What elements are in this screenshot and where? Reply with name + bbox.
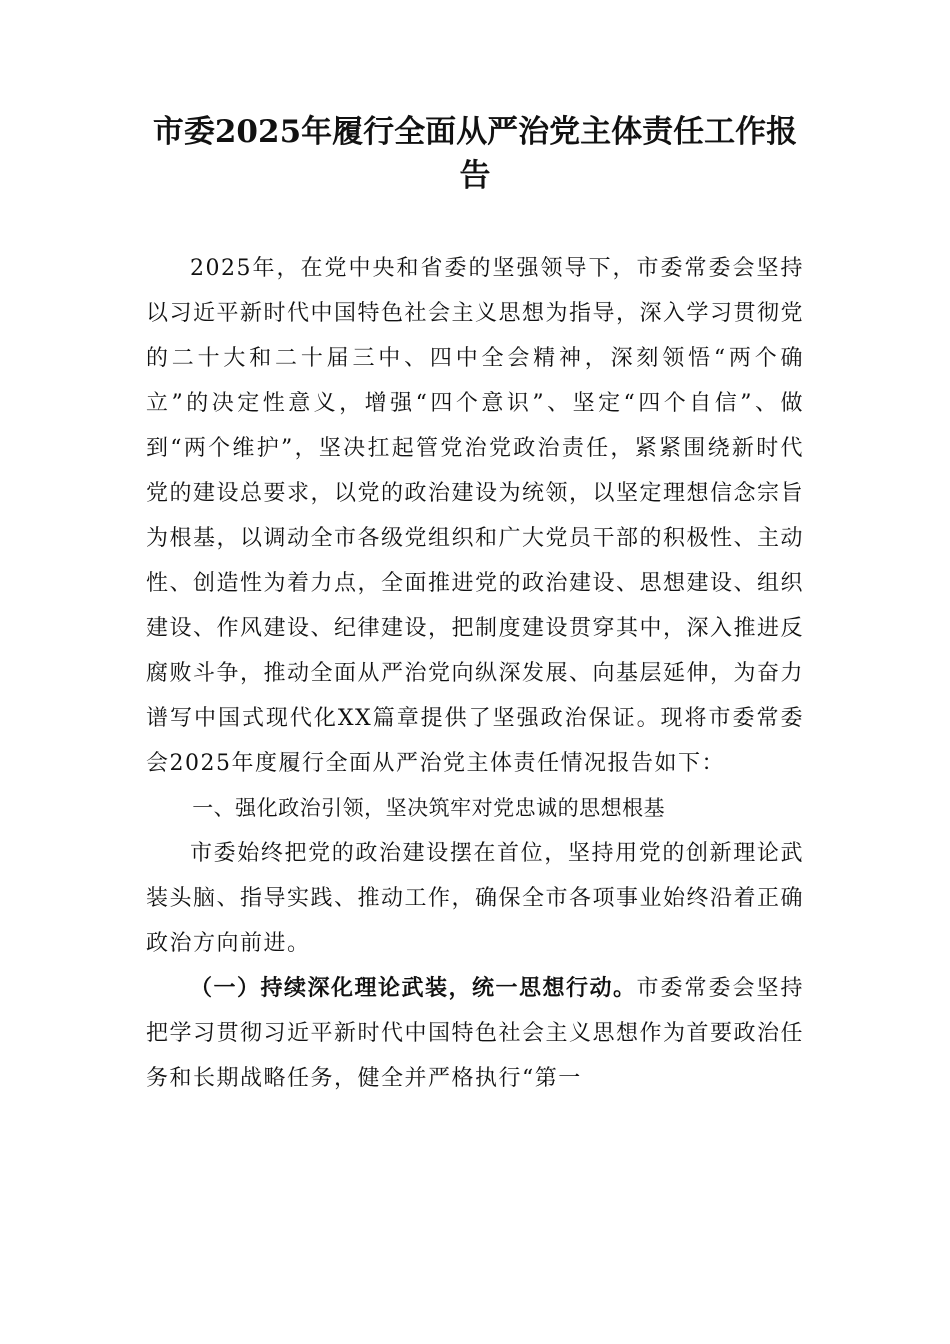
document-body bbox=[146, 246, 804, 1101]
subsection-paragraph bbox=[146, 966, 804, 1101]
subsection-text: 市委常委会坚持把学习贯彻习近平新时代中国特色社会主义思想作为首要政治任务和长期战略任务，健全并严格执行“第一 bbox=[146, 976, 805, 1091]
document-page bbox=[146, 110, 804, 1101]
subsection-lead: （一）持续深化理论武装，统一思想行动。 bbox=[190, 975, 637, 1001]
section-heading: 一、强化政治引领，坚决筑牢对党忠诚的思想根基 bbox=[192, 796, 666, 820]
document-title: 市委2025年履行全面从严治党主体责任工作报告 bbox=[152, 114, 798, 194]
intro-paragraph: 2025年，在党中央和省委的坚强领导下，市委常委会坚持以习近平新时代中国特色社会主义思想为指导，深入学习贯彻党的二十大和二十届三中、四中全会精神，深刻领悟“两个确立”的决定性意义，增强“四个意识”、坚定“四个自信”、做到“两个维护”，坚决扛起管党治党政治责任，紧紧围绕新时代党的建设总要求，以党的政治建设为统领，以坚定理想信念宗旨为根基，以调动全市各级党组织和广大党员干部的积极性、主动性、创造性为着力点，全面推进党的政治建设、思想建设、组织建设、作风建设、纪律建设，把制度建设贯穿其中，深入推进反腐败斗争，推动全面从严治党向纵深发展、向基层延伸，为奋力谱写中国式现代化XX篇章提供了坚强政治保证。现将市委常委会2025年度履行全面从严治党主体责任情况报告如下： bbox=[146, 256, 805, 776]
section-paragraph: 市委始终把党的政治建设摆在首位，坚持用党的创新理论武装头脑、指导实践、推动工作，确保全市各项事业始终沿着正确政治方向前进。 bbox=[146, 841, 805, 956]
